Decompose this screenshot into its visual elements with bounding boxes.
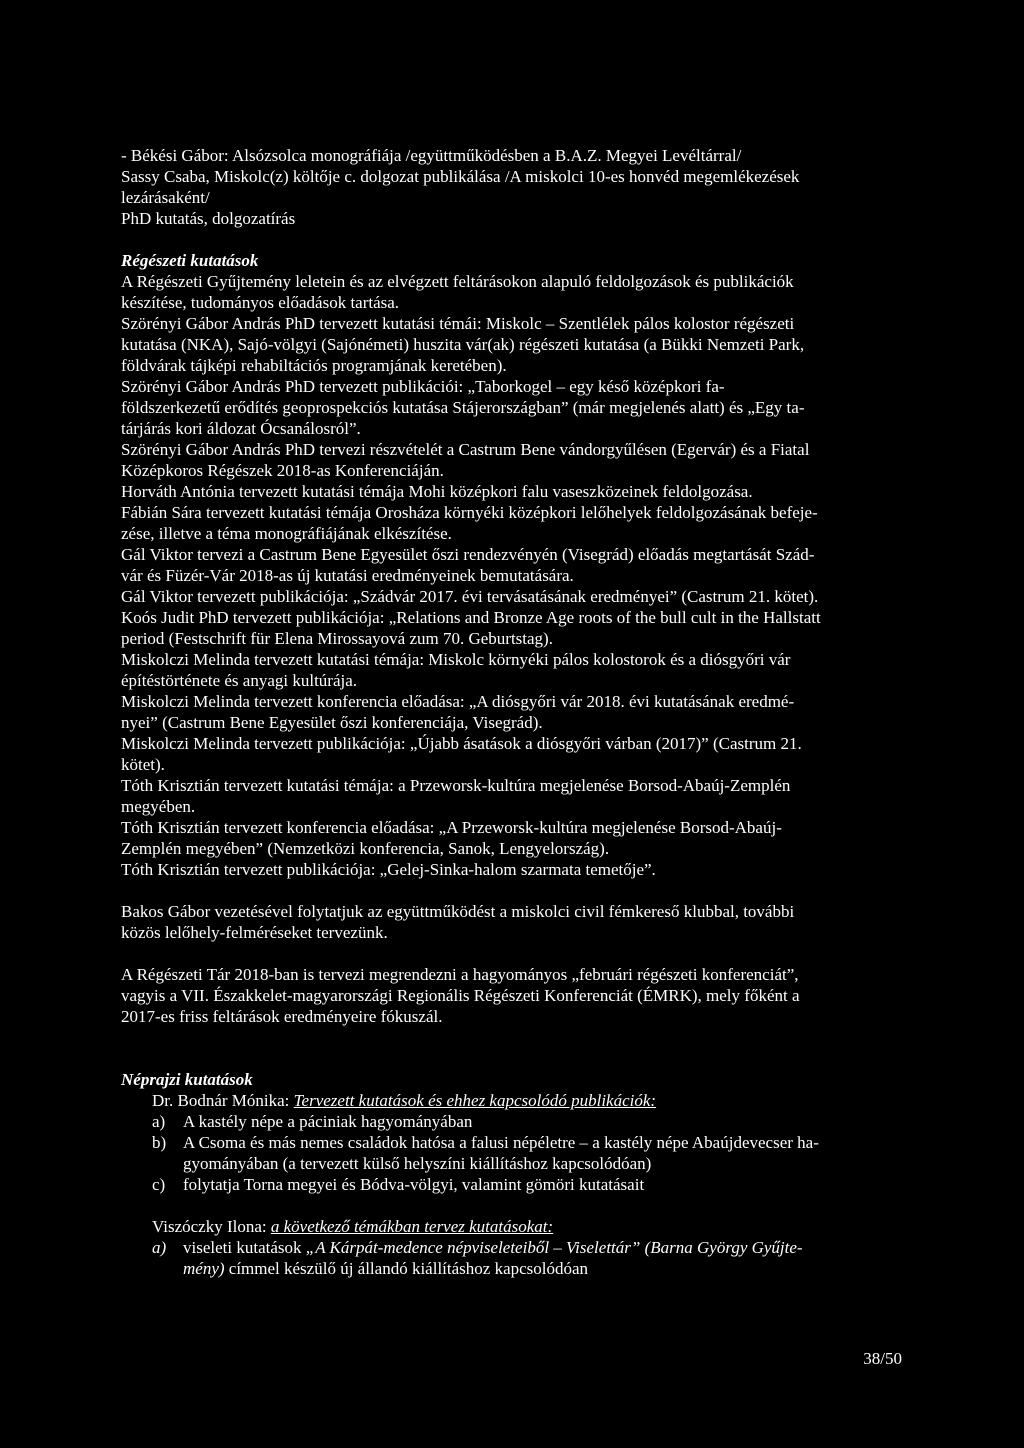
text-line: készítése, tudományos előadások tartása. (121, 293, 400, 312)
text-line: földszerkezetű erődítés geoprospekciós kutatása Stájerországban” (már megjelenés alatt) és „Egy ta- (121, 398, 805, 417)
text-line: Szörényi Gábor András PhD tervezett kutatási témái: Miskolc – Szentlélek pálos kolostor régészeti (121, 314, 795, 333)
text-line: Koós Judit PhD tervezett publikációja: „Relations and Bronze Age roots of the bull cult in the Hallstatt (121, 608, 821, 627)
text-line: tárjárás kori áldozat Ócsanálosról”. (121, 419, 361, 438)
list-item (152, 1132, 901, 1174)
list-marker: c) (152, 1175, 166, 1194)
text-line: zése, illetve a téma monográfiájának elkészítése. (121, 524, 452, 543)
research-topic-title: a következő témákban tervez kutatásokat: (270, 1217, 554, 1236)
text-line: Miskolczi Melinda tervezett kutatási témája: Miskolc környéki pálos kolostorok és a diósgyőri vár (121, 650, 791, 669)
text-line: közös lelőhely-felméréseket tervezünk. (121, 923, 388, 942)
section-heading: Néprajzi kutatások (121, 1070, 253, 1089)
research-topic-title: Tervezett kutatások és ehhez kapcsolódó publikációk: (293, 1091, 657, 1110)
text-line: 2017-es friss feltárások eredményeire fókuszál. (121, 1007, 443, 1026)
text-line: vár és Füzér-Vár 2018-as új kutatási eredményeinek bemutatására. (121, 566, 574, 585)
text-line: Miskolczi Melinda tervezett publikációja: „Újabb ásatások a diósgyőri várban (2017)” (Castrum 21. (121, 734, 802, 753)
list-item-text: A Csoma és más nemes családok hatósa a falusi népéletre – a kastély népe Abaújdevecser ha- (183, 1133, 819, 1152)
text-line: Tóth Krisztián tervezett kutatási témája: a Przeworsk-kultúra megjelenése Borsod-Abaúj-Zemplén (121, 776, 791, 795)
text-line: Tóth Krisztián tervezett publikációja: „Gelej-Sinka-halom szarmata temetője”. (121, 860, 656, 879)
text-line: - Békési Gábor: Alsózsolca monográfiája /együttműködésben a B.A.Z. Megyei Levéltárral/ (121, 146, 742, 165)
text-line: építéstörténete és anyagi kultúrája. (121, 671, 358, 690)
text-line: lezárásaként/ (121, 188, 210, 207)
list-marker: a) (152, 1238, 167, 1257)
text-line: megyében. (121, 797, 196, 816)
text-line: A Régészeti Tár 2018-ban is tervezi megrendezni a hagyományos „februári régészeti konferenciát”, (121, 965, 799, 984)
ethnography-section (121, 1069, 901, 1279)
text-line: kutatása (NKA), Sajó-völgyi (Sajónémeti) huszita vár(ak) régészeti kutatása (a Bükki Nemzeti Park, (121, 335, 805, 354)
exhibition-title: „A Kárpát-medence népviseleteiből – Viselettár” (Barna György Gyűjte- (305, 1238, 803, 1257)
text-line: nyei” (Castrum Bene Egyesület őszi konferenciája, Visegrád). (121, 713, 543, 732)
text-line: Szörényi Gábor András PhD tervezi részvételét a Castrum Bene vándorgyűlésen (Egervár) és a Fiatal (121, 440, 810, 459)
viszoczky-intro (152, 1216, 901, 1237)
text-run: viseleti kutatások (183, 1238, 306, 1257)
text-line: Sassy Csaba, Miskolc(z) költője c. dolgozat publikálása /A miskolci 10-es honvéd megemlékezések (121, 167, 800, 186)
text-line: földvárak tájképi rehabiltációs programjának keretében). (121, 356, 507, 375)
list-item (152, 1174, 901, 1195)
list-item (152, 1237, 901, 1279)
text-line: Gál Viktor tervezi a Castrum Bene Egyesület őszi rendezvényén (Visegrád) előadás megtartását Szád- (121, 545, 815, 564)
bodnar-intro (152, 1090, 901, 1111)
list-item-text: A kastély népe a páciniak hagyományában (183, 1112, 473, 1131)
list-item (152, 1111, 901, 1132)
researcher-name: Viszóczky Ilona: (152, 1217, 271, 1236)
page-number: 38/50 (863, 1349, 902, 1368)
text-line: vagyis a VII. Északkelet-magyarországi Regionális Régészeti Konferenciát (ÉMRK), mely főként a (121, 986, 800, 1005)
section-heading: Régészeti kutatások (121, 251, 259, 270)
list-item-text (183, 1237, 901, 1258)
text-line: Tóth Krisztián tervezett konferencia előadása: „A Przeworsk-kultúra megjelenése Borsod-Abaúj- (121, 818, 782, 837)
researcher-name: Dr. Bodnár Mónika: (152, 1091, 294, 1110)
text-line: Szörényi Gábor András PhD tervezett publikációi: „Taborkogel – egy késő középkori fa- (121, 377, 725, 396)
text-line: PhD kutatás, dolgozatírás (121, 209, 296, 228)
text-line: kötet). (121, 755, 165, 774)
list-item-text: folytatja Torna megyei és Bódva-völgyi, valamint gömöri kutatásait (183, 1175, 645, 1194)
document-page (121, 145, 901, 1279)
text-line: Bakos Gábor vezetésével folytatjuk az együttműködést a miskolci civil fémkereső klubbal, további (121, 902, 795, 921)
header-block (121, 145, 901, 229)
text-line: Horváth Antónia tervezett kutatási témája Mohi középkori falu vaseszközeinek feldolgozása. (121, 482, 753, 501)
list-item-text (183, 1258, 901, 1279)
exhibition-title: mény) (183, 1259, 225, 1278)
text-line: Középkoros Régészek 2018-as Konferenciáján. (121, 461, 444, 480)
text-line: Fábián Sára tervezett kutatási témája Orosháza környéki középkori lelőhelyek feldolgozásának befeje- (121, 503, 818, 522)
text-run: címmel készülő új állandó kiállításhoz kapcsolódóan (224, 1259, 589, 1278)
list-item-text: gyományában (a tervezett külső helyszíni kiállításhoz kapcsolódóan) (183, 1154, 652, 1173)
text-line: Miskolczi Melinda tervezett konferencia előadása: „A diósgyőri vár 2018. évi kutatásának eredmé- (121, 692, 795, 711)
list-marker: a) (152, 1112, 166, 1131)
list-marker: b) (152, 1133, 167, 1152)
text-line: period (Festschrift für Elena Mirossayová zum 70. Geburtstag). (121, 629, 553, 648)
text-line: Gál Viktor tervezett publikációja: „Szádvár 2017. évi tervásatásának eredményei” (Castrum 21. kötet). (121, 587, 819, 606)
text-line: A Régészeti Gyűjtemény leletein és az elvégzett feltárásokon alapuló feldolgozások és publikációk (121, 272, 794, 291)
text-line: Zemplén megyében” (Nemzetközi konferencia, Sanok, Lengyelország). (121, 839, 610, 858)
archaeology-section (121, 250, 901, 1027)
